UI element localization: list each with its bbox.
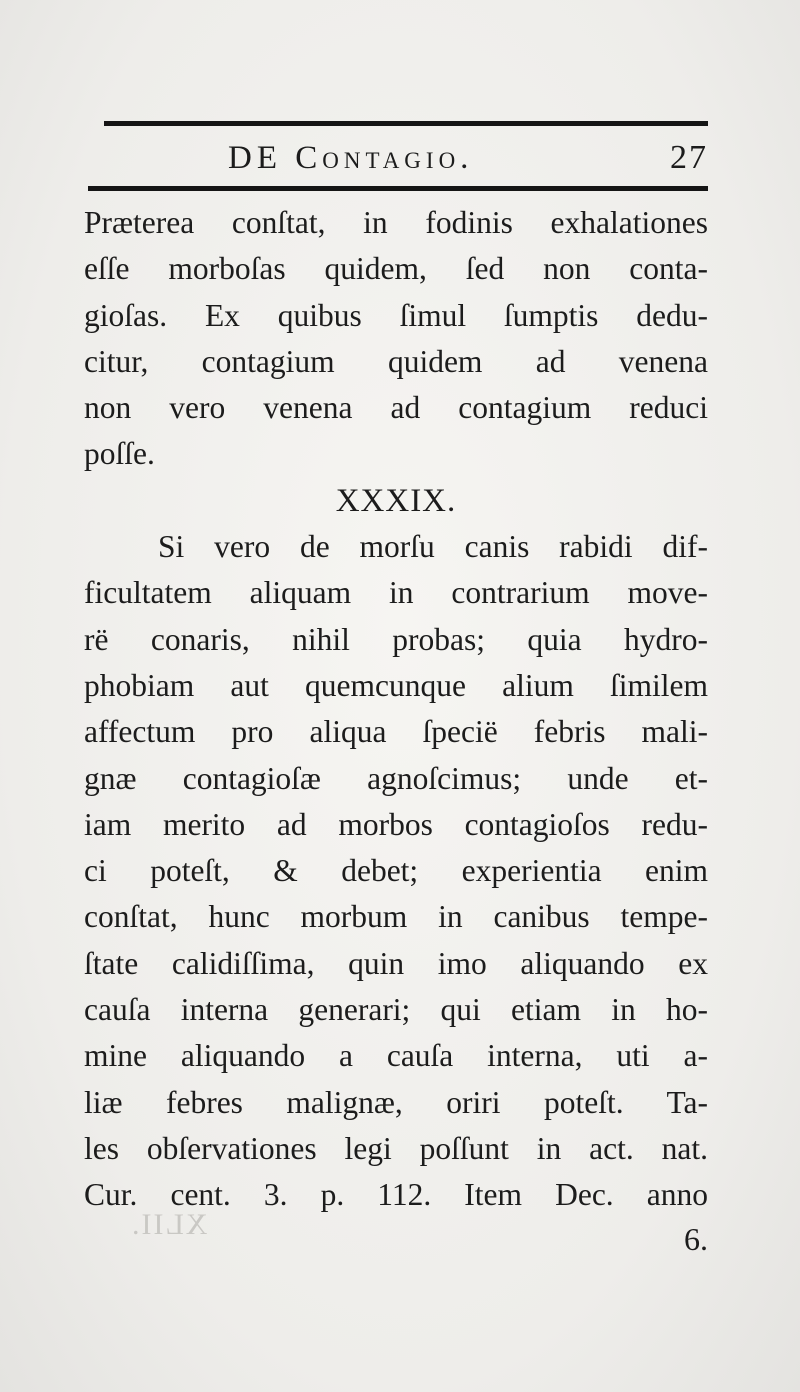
text-line: rë conaris, nihil probas; quia hydro- xyxy=(84,621,708,657)
text-line: phobiam aut quemcunque alium ſimilem xyxy=(84,667,708,703)
text-line: gioſas. Ex quibus ſimul ſumptis dedu- xyxy=(84,297,708,333)
text-line: non vero venena ad contagium reduci xyxy=(84,390,708,426)
text-line: Si vero de morſu canis rabidi dif- xyxy=(158,529,708,565)
header-rule-bottom xyxy=(88,186,708,191)
text-line: eſſe morboſas quidem, ſed non conta- xyxy=(84,251,708,287)
text-line: Præterea conſtat, in fodinis exhalationes xyxy=(84,205,708,240)
text-line: iam merito ad morbos contagioſos redu- xyxy=(84,806,708,842)
text-line: ci poteſt, & debet; experientia enim xyxy=(84,853,708,889)
running-title xyxy=(228,136,473,180)
text-line: citur, contagium quidem ad venena xyxy=(84,343,708,379)
text-line: ficultatem aliquam in contrarium move- xyxy=(84,575,708,611)
text-line: conſtat, hunc morbum in canibus tempe- xyxy=(84,899,708,935)
text-line: liæ febres malignæ, oriri poteſt. Ta- xyxy=(84,1084,708,1120)
section-heading: XXXIX. xyxy=(335,482,457,519)
text-line: mine aliquando a cauſa interna, uti a- xyxy=(84,1038,708,1074)
page-number: 27 xyxy=(670,139,708,176)
body-text xyxy=(84,200,708,1219)
text-line: cauſa interna generari; qui etiam in ho- xyxy=(84,992,708,1028)
text-line: ſtate calidiſſima, quin imo aliquando ex xyxy=(84,945,708,981)
text-line: affectum pro aliqua ſpecië febris mali- xyxy=(84,714,708,750)
running-title-prefix: DE xyxy=(228,140,282,176)
running-title-main: Contagio. xyxy=(295,140,474,176)
text-line: poſſe. xyxy=(84,436,155,472)
bleed-through-text: XLII. xyxy=(130,1208,208,1241)
text-line: Cur. cent. 3. p. 112. Item Dec. anno xyxy=(84,1177,708,1213)
catchword: 6. xyxy=(684,1221,708,1257)
text-line: les obſervationes legi poſſunt in act. nat. xyxy=(84,1130,708,1166)
header-rule-top xyxy=(104,121,708,126)
text-line: gnæ contagioſæ agnoſcimus; unde et- xyxy=(84,760,708,796)
